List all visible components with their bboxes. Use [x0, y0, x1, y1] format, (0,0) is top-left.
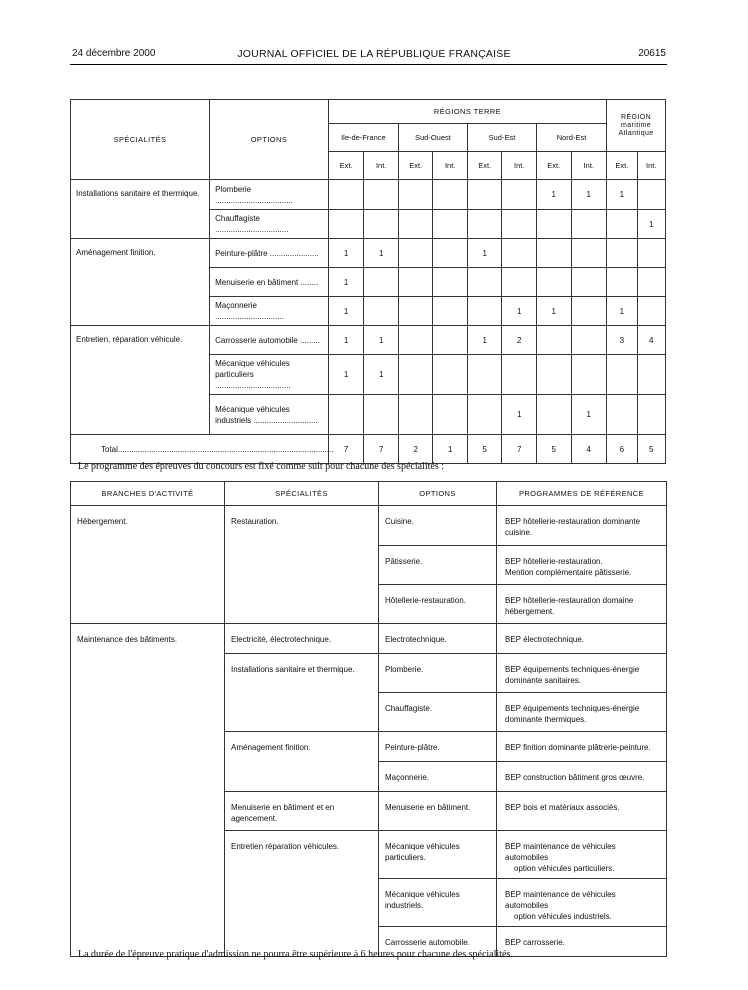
spec-cell: Installations sanitaire et thermique. — [71, 180, 210, 239]
option-cell: Mécanique véhicules industriels. — [379, 879, 497, 927]
region-nord-est: Nord-Est — [536, 124, 606, 152]
spec-cell: Aménagement finition. — [225, 732, 379, 792]
ext-header: Ext. — [328, 152, 364, 180]
value-cell — [364, 210, 399, 239]
value-cell — [398, 180, 433, 210]
program-line: BEP maintenance de véhicules automobiles — [505, 890, 616, 910]
duration-paragraph: La durée de l'épreuve pratique d'admission ne pourra être supérieure à 6 heures pour chacune des spécialités. — [78, 949, 513, 960]
value-cell — [398, 239, 433, 268]
value-cell — [398, 355, 433, 395]
header-rule — [70, 64, 667, 65]
total-cell: 5 — [637, 435, 665, 464]
option-cell: Peinture-plâtre. — [379, 732, 497, 762]
option-cell: Plomberie. — [379, 654, 497, 693]
spec-cell: Entretien, réparation véhicule. — [71, 326, 210, 435]
value-cell: 1 — [328, 355, 364, 395]
option-cell: Menuiserie en bâtiment. — [379, 792, 497, 831]
program-cell: BEP équipements techniques-énergie dominante sanitaires. — [497, 654, 667, 693]
col-header-specialites: SPÉCIALITÉS — [71, 100, 210, 180]
value-cell: 1 — [328, 326, 364, 355]
value-cell — [467, 395, 502, 435]
value-cell: 1 — [571, 180, 607, 210]
spec-cell: Electricité, électrotechnique. — [225, 624, 379, 654]
value-cell — [637, 180, 665, 210]
value-cell — [637, 297, 665, 326]
branch-cell: Maintenance des bâtiments. — [71, 624, 225, 957]
spec-cell: Menuiserie en bâtiment et en agencement. — [225, 792, 379, 831]
option-cell: Mécanique véhicules particuliers .................................. — [210, 355, 329, 395]
int-header: Int. — [433, 152, 468, 180]
table-row — [71, 239, 666, 268]
value-cell — [364, 395, 399, 435]
col-header-programmes: PROGRAMMES DE RÉFÉRENCE — [497, 482, 667, 506]
value-cell: 1 — [637, 210, 665, 239]
value-cell — [467, 355, 502, 395]
program-cell: BEP électrotechnique. — [497, 624, 667, 654]
total-cell: 5 — [536, 435, 571, 464]
value-cell: 1 — [328, 268, 364, 297]
total-label: Total................................................................................................. — [71, 435, 329, 464]
value-cell: 1 — [502, 297, 537, 326]
program-line: Mention complémentaire pâtisserie. — [505, 568, 632, 577]
value-cell — [607, 395, 637, 435]
program-cell — [497, 879, 667, 927]
value-cell: 1 — [328, 297, 364, 326]
table-row — [71, 624, 667, 654]
header-date: 24 décembre 2000 — [72, 48, 156, 59]
value-cell — [328, 180, 364, 210]
total-cell: 7 — [502, 435, 537, 464]
program-cell: BEP finition dominante plâtrerie-peinture. — [497, 732, 667, 762]
option-cell: Maçonnerie. — [379, 762, 497, 792]
value-cell — [398, 297, 433, 326]
value-cell: 1 — [571, 395, 607, 435]
option-cell: Plomberie ................................... — [210, 180, 329, 210]
value-cell — [467, 180, 502, 210]
value-cell — [536, 268, 571, 297]
value-cell — [571, 297, 607, 326]
program-line: BEP hôtellerie-restauration. — [505, 557, 603, 566]
total-cell: 7 — [364, 435, 399, 464]
value-cell — [398, 268, 433, 297]
program-table — [70, 481, 667, 957]
value-cell: 3 — [607, 326, 637, 355]
option-cell: Carrosserie automobile ......... — [210, 326, 329, 355]
places-table — [70, 99, 666, 464]
program-line: option véhicules industriels. — [514, 912, 612, 921]
option-cell: Maçonnerie ............................... — [210, 297, 329, 326]
header-page-number: 20615 — [638, 48, 666, 59]
option-cell: Chauffagiste ................................. — [210, 210, 329, 239]
table-row — [71, 506, 667, 546]
program-line: option véhicules particuliers. — [514, 864, 615, 873]
value-cell — [637, 395, 665, 435]
col-header-region-maritime: RÉGION maritime Atlantique — [607, 100, 666, 152]
value-cell — [433, 355, 468, 395]
value-cell: 1 — [607, 180, 637, 210]
ext-header: Ext. — [607, 152, 637, 180]
int-header: Int. — [637, 152, 665, 180]
option-cell: Mécanique véhicules industriels ............................. — [210, 395, 329, 435]
program-cell: BEP équipements techniques-énergie dominante thermiques. — [497, 693, 667, 732]
program-cell: BEP carrosserie. — [497, 927, 667, 957]
col-header-branches: BRANCHES D'ACTIVITÉ — [71, 482, 225, 506]
spec-cell: Restauration. — [225, 506, 379, 624]
value-cell — [607, 239, 637, 268]
option-cell: Mécanique véhicules particuliers. — [379, 831, 497, 879]
value-cell — [607, 355, 637, 395]
value-cell — [607, 210, 637, 239]
total-cell: 1 — [433, 435, 468, 464]
value-cell: 1 — [502, 395, 537, 435]
spec-cell: Installations sanitaire et thermique. — [225, 654, 379, 732]
value-cell — [433, 239, 468, 268]
option-cell: Hôtellerie-restauration. — [379, 585, 497, 624]
value-cell: 1 — [328, 239, 364, 268]
value-cell: 2 — [502, 326, 537, 355]
value-cell — [467, 268, 502, 297]
program-intro-paragraph: Le programme des épreuves du concours est fixé comme suit pour chacune des spécialités : — [78, 461, 444, 472]
value-cell — [536, 210, 571, 239]
program-cell: BEP hôtellerie-restauration domaine hébergement. — [497, 585, 667, 624]
total-cell: 7 — [328, 435, 364, 464]
value-cell — [571, 210, 607, 239]
col-header-specialites: SPÉCIALITÉS — [225, 482, 379, 506]
value-cell — [328, 210, 364, 239]
option-cell: Carrosserie automobile. — [379, 927, 497, 957]
value-cell — [607, 268, 637, 297]
value-cell — [502, 239, 537, 268]
region-ile-de-france: Ile-de-France — [328, 124, 398, 152]
value-cell — [364, 297, 399, 326]
value-cell — [502, 355, 537, 395]
total-cell: 6 — [607, 435, 637, 464]
spec-cell: Entretien réparation véhicules. — [225, 831, 379, 957]
spec-cell: Aménagement finition. — [71, 239, 210, 326]
value-cell — [433, 395, 468, 435]
value-cell — [364, 180, 399, 210]
option-cell: Menuiserie en bâtiment ........ — [210, 268, 329, 297]
value-cell — [502, 268, 537, 297]
value-cell — [637, 239, 665, 268]
region-sud-ouest: Sud-Ouest — [398, 124, 467, 152]
program-cell: BEP construction bâtiment gros œuvre. — [497, 762, 667, 792]
value-cell — [571, 355, 607, 395]
value-cell — [364, 268, 399, 297]
value-cell — [502, 210, 537, 239]
program-cell — [497, 546, 667, 585]
value-cell — [571, 326, 607, 355]
program-cell — [497, 831, 667, 879]
value-cell: 4 — [637, 326, 665, 355]
value-cell: 1 — [467, 326, 502, 355]
header-title: JOURNAL OFFICIEL DE LA RÉPUBLIQUE FRANÇAISE — [237, 48, 511, 60]
value-cell: 1 — [364, 355, 399, 395]
value-cell — [571, 239, 607, 268]
program-cell: BEP bois et matériaux associés. — [497, 792, 667, 831]
value-cell — [433, 297, 468, 326]
value-cell: 1 — [607, 297, 637, 326]
value-cell — [571, 268, 607, 297]
option-cell: Pâtisserie. — [379, 546, 497, 585]
int-header: Int. — [502, 152, 537, 180]
value-cell: 1 — [536, 297, 571, 326]
value-cell: 1 — [364, 326, 399, 355]
table-row — [71, 326, 666, 355]
branch-cell: Hébergement. — [71, 506, 225, 624]
value-cell — [328, 395, 364, 435]
col-header-options: OPTIONS — [210, 100, 329, 180]
value-cell: 1 — [467, 239, 502, 268]
ext-header: Ext. — [398, 152, 433, 180]
int-header: Int. — [364, 152, 399, 180]
value-cell — [637, 355, 665, 395]
region-sud-est: Sud-Est — [467, 124, 536, 152]
total-cell: 4 — [571, 435, 607, 464]
value-cell — [398, 210, 433, 239]
value-cell — [433, 268, 468, 297]
value-cell — [433, 326, 468, 355]
value-cell — [536, 239, 571, 268]
value-cell: 1 — [364, 239, 399, 268]
value-cell — [433, 180, 468, 210]
value-cell — [536, 355, 571, 395]
value-cell: 1 — [536, 180, 571, 210]
total-cell: 2 — [398, 435, 433, 464]
value-cell — [467, 210, 502, 239]
total-cell: 5 — [467, 435, 502, 464]
program-cell: BEP hôtellerie-restauration dominante cuisine. — [497, 506, 667, 546]
table-row — [71, 180, 666, 210]
ext-header: Ext. — [536, 152, 571, 180]
option-cell: Electrotechnique. — [379, 624, 497, 654]
option-cell: Cuisine. — [379, 506, 497, 546]
value-cell — [637, 268, 665, 297]
total-row — [71, 435, 666, 464]
option-cell: Peinture-plâtre ...................... — [210, 239, 329, 268]
option-cell: Chauffagiste. — [379, 693, 497, 732]
program-line: BEP maintenance de véhicules automobiles — [505, 842, 616, 862]
value-cell — [502, 180, 537, 210]
value-cell — [398, 326, 433, 355]
int-header: Int. — [571, 152, 607, 180]
col-header-regions-terre: RÉGIONS TERRE — [328, 100, 606, 124]
value-cell — [536, 395, 571, 435]
value-cell — [433, 210, 468, 239]
col-header-options: OPTIONS — [379, 482, 497, 506]
value-cell — [536, 326, 571, 355]
value-cell — [398, 395, 433, 435]
ext-header: Ext. — [467, 152, 502, 180]
value-cell — [467, 297, 502, 326]
